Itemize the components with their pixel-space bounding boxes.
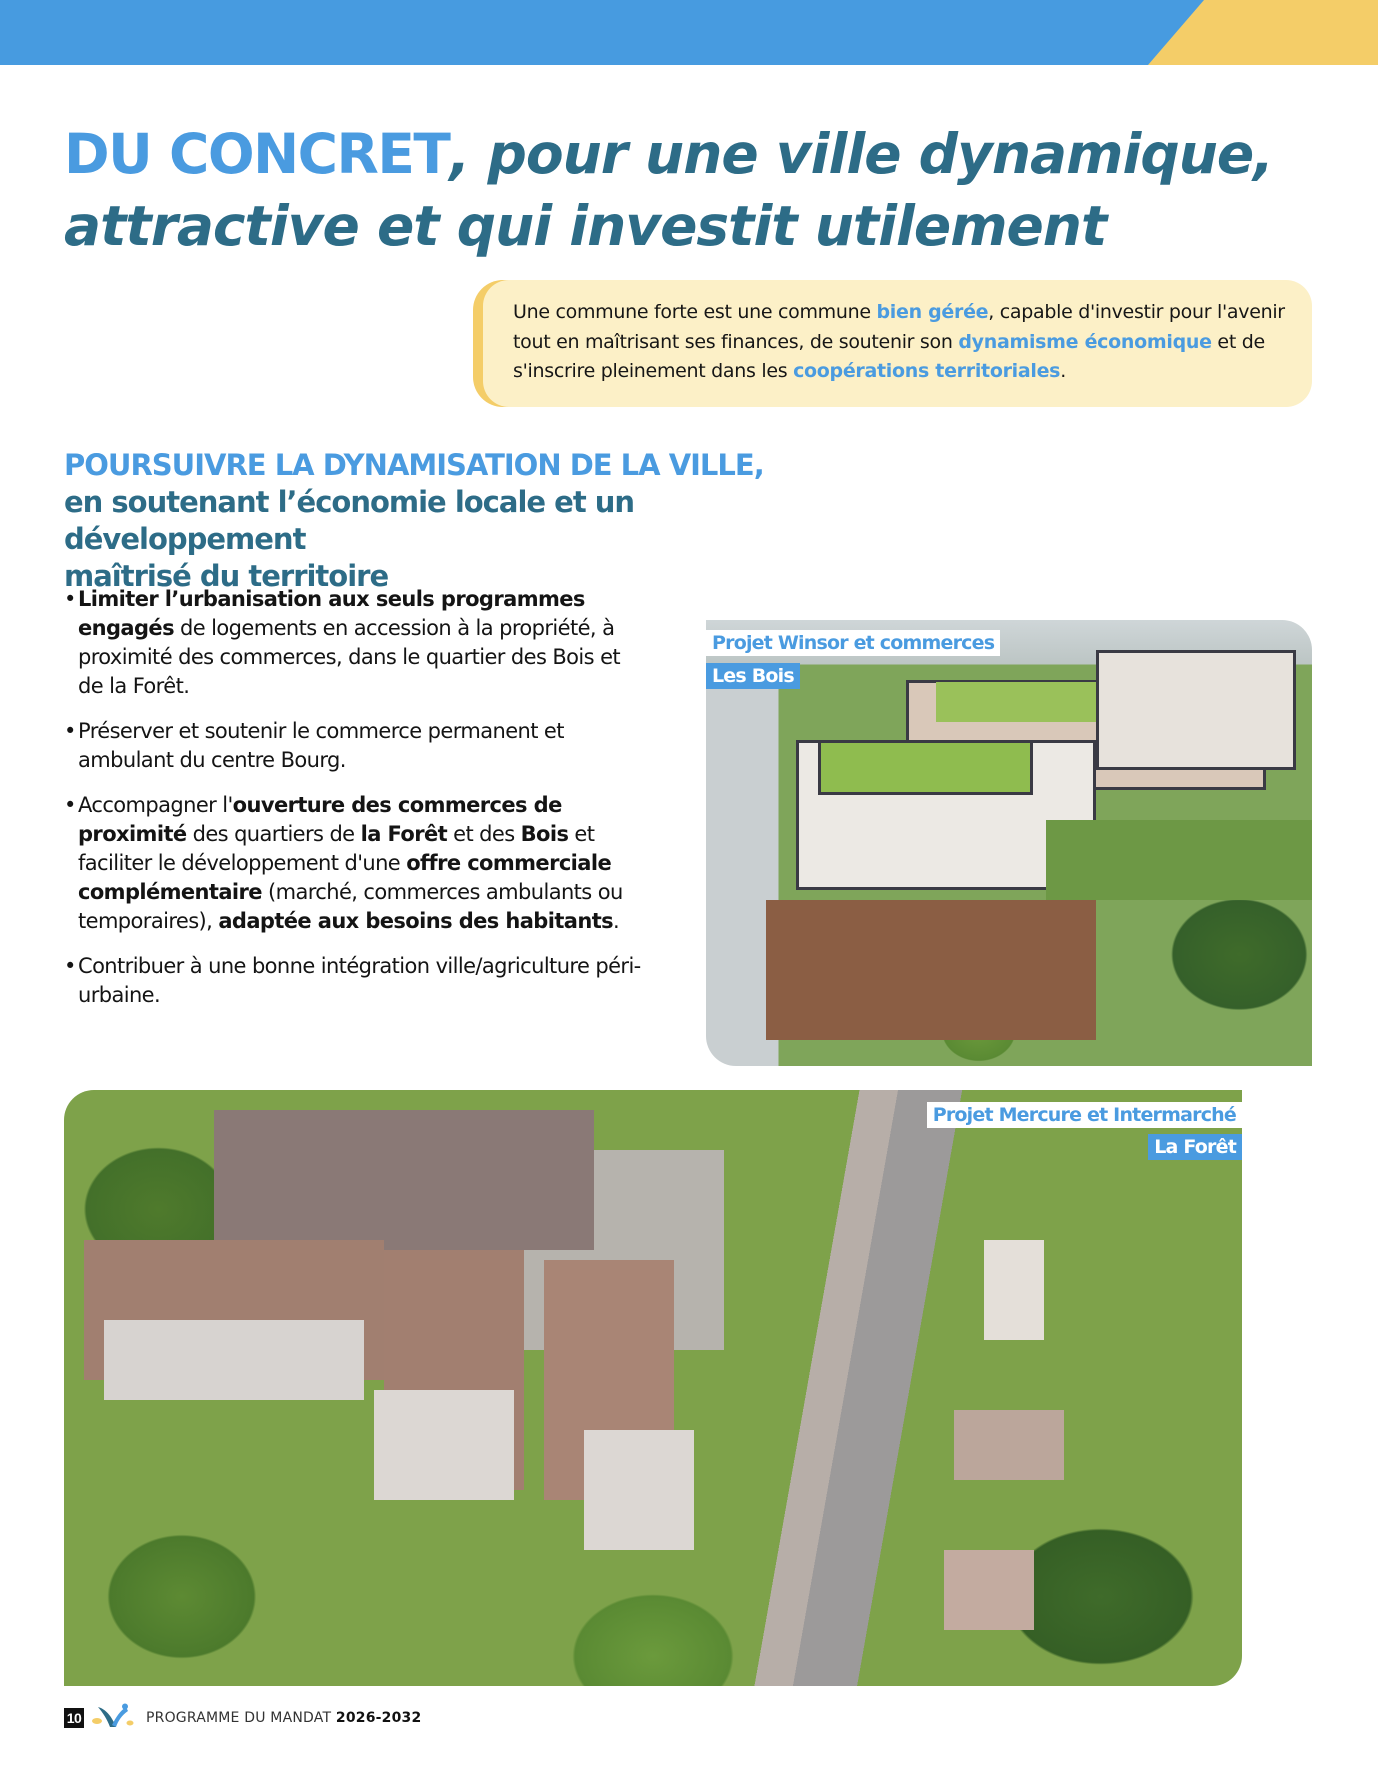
bullet-list xyxy=(64,585,644,1026)
intro-accent-text: dynamisme économique xyxy=(958,330,1212,353)
section-heading-line2: en soutenant l’économie locale et un développement xyxy=(64,485,635,556)
bullet-bold-text: offre commerciale complémentaire xyxy=(78,851,612,904)
footer-label xyxy=(146,1710,421,1726)
building-roof xyxy=(214,1110,594,1250)
bullet-item xyxy=(64,952,644,1010)
intro-text xyxy=(483,280,1312,407)
building-render xyxy=(1096,650,1296,770)
building-facade xyxy=(584,1430,694,1550)
footer-program-label: PROGRAMME DU MANDAT xyxy=(146,1710,332,1726)
title-highlight: DU CONCRET xyxy=(64,122,450,186)
bullet-bold-text: Bois xyxy=(520,822,569,846)
people-wave-logo-icon xyxy=(92,1703,134,1734)
page-title xyxy=(64,118,1314,262)
building-facade xyxy=(374,1390,514,1500)
photo-mercure-project xyxy=(64,1090,1242,1686)
photo-project-label: Projet Winsor et commerces xyxy=(706,630,1000,656)
section-heading-line3: maîtrisé du territoire xyxy=(64,559,389,593)
house xyxy=(944,1550,1034,1630)
intro-accent-text: bien gérée xyxy=(876,301,989,323)
intro-text-segment: et de s'inscrire pleinement dans les xyxy=(513,330,1265,382)
green-roof xyxy=(818,740,1033,795)
bullet-bold-text: la Forêt xyxy=(360,822,448,846)
bullet-text: et des xyxy=(447,822,521,846)
house xyxy=(954,1410,1064,1480)
title-rest-line2: attractive et qui investit utilement xyxy=(64,194,1107,258)
bullet-item xyxy=(64,791,644,936)
bullet-text: et faciliter le développement d'une xyxy=(78,822,595,875)
bullet-text: des quartiers de xyxy=(186,822,361,846)
footer-years: 2026-2032 xyxy=(335,1710,422,1726)
photo-winsor-project xyxy=(706,620,1312,1066)
photo-location-label: La Forêt xyxy=(1148,1134,1242,1160)
intro-card xyxy=(473,280,1312,407)
bullet-text: Contribuer à une bonne intégration ville/agriculture péri-urbaine. xyxy=(78,954,641,1007)
bullet-bold-text: adaptée aux besoins des habitants xyxy=(218,909,614,933)
intro-text-segment: Une commune forte est une commune xyxy=(513,301,877,323)
bullet-text: de logements en accession à la propriété, à proximité des commerces, dans le quartier des Bois et de la Forêt. xyxy=(78,616,621,698)
intro-text-segment: , capable d'investir pour l'avenir tout en maîtrisant ses finances, de soutenir son xyxy=(513,301,1285,353)
garden-terrace xyxy=(1046,820,1312,900)
page-footer xyxy=(64,1705,421,1731)
intro-accent-text: coopérations territoriales xyxy=(793,360,1061,382)
bullet-item xyxy=(64,717,644,775)
bullet-bold-text: Limiter l’urbanisation aux seuls programmes engagés xyxy=(78,587,585,640)
title-rest-line1: , pour une ville dynamique, xyxy=(449,122,1274,186)
bullet-text: Préserver et soutenir le commerce permanent et ambulant du centre Bourg. xyxy=(78,719,564,772)
bullet-bold-text: ouverture des commerces de proximité xyxy=(78,793,562,846)
section-heading-line1: POURSUIVRE LA DYNAMISATION DE LA VILLE, xyxy=(64,448,764,482)
bullet-text: (marché, commerces ambulants ou temporaires), xyxy=(78,880,623,933)
bullet-item xyxy=(64,585,644,701)
house xyxy=(984,1240,1044,1340)
photo-project-label: Projet Mercure et Intermarché xyxy=(927,1102,1242,1128)
section-heading xyxy=(64,447,864,595)
shop-facade xyxy=(766,900,1096,1040)
building-facade xyxy=(104,1320,364,1400)
bullet-text: Accompagner l' xyxy=(78,793,233,817)
photo-location-label: Les Bois xyxy=(706,663,800,689)
bullet-text: . xyxy=(613,909,620,933)
page-number: 10 xyxy=(64,1708,84,1728)
intro-text-segment: . xyxy=(1060,360,1066,382)
